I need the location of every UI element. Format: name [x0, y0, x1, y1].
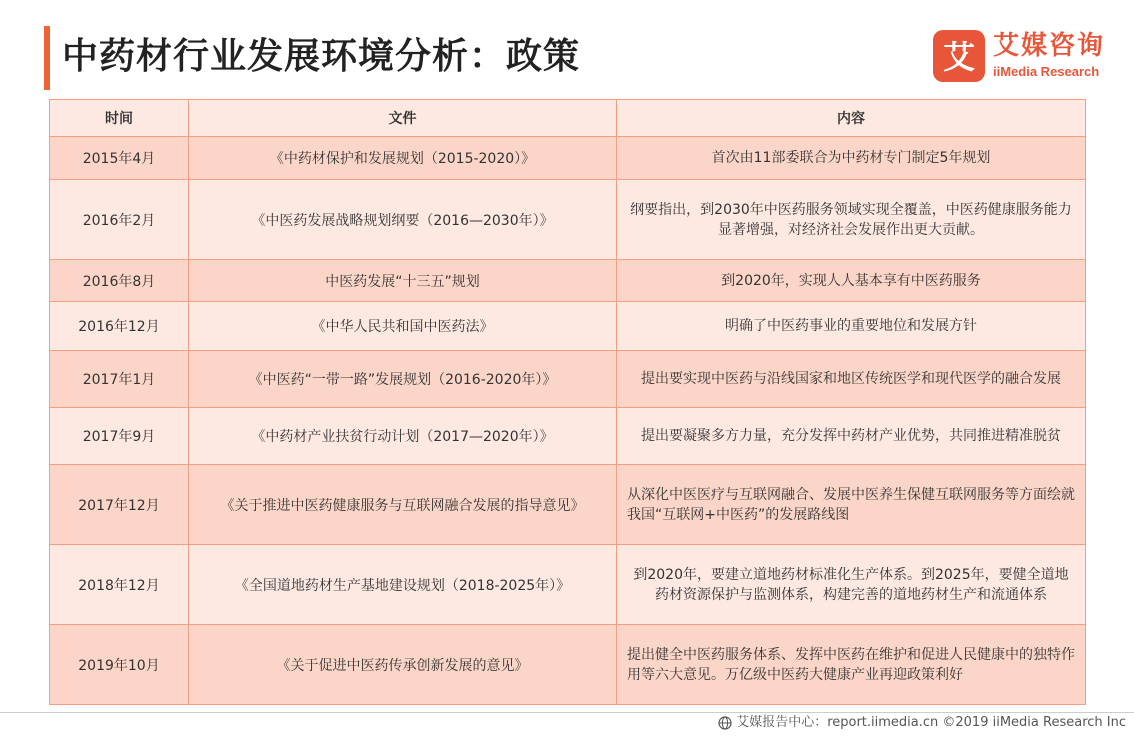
logo-mark-icon — [933, 30, 985, 82]
table-row — [50, 545, 1086, 625]
logo-chinese-name: 艾媒咨询 — [993, 31, 1106, 61]
cell-document: 《全国道地药材生产基地建设规划（2018-2025年）》 — [189, 545, 617, 625]
table-row — [50, 260, 1086, 302]
cell-time: 2017年12月 — [50, 465, 189, 545]
cell-document: 《中医药“一带一路”发展规划（2016-2020年）》 — [189, 351, 617, 408]
globe-icon — [718, 716, 732, 730]
cell-time: 2016年2月 — [50, 180, 189, 260]
footer — [718, 714, 1126, 732]
header-content: 内容 — [617, 100, 1086, 137]
brand-logo — [933, 30, 1123, 86]
cell-content: 纲要指出，到2030年中医药服务领域实现全覆盖，中医药健康服务能力显著增强，对经济社会发展作出更大贡献。 — [617, 180, 1086, 260]
cell-document: 《关于促进中医药传承创新发展的意见》 — [189, 625, 617, 705]
table-row — [50, 465, 1086, 545]
table-row — [50, 302, 1086, 351]
table-row — [50, 408, 1086, 465]
cell-content: 提出健全中医药服务体系、发挥中医药在维护和促进人民健康中的独特作用等六大意见。万亿级中医药大健康产业再迎政策利好 — [617, 625, 1086, 705]
cell-time: 2016年12月 — [50, 302, 189, 351]
logo-english-name: iiMedia Research — [993, 64, 1100, 79]
cell-content: 首次由11部委联合为中药材专门制定5年规划 — [617, 137, 1086, 180]
cell-time: 2017年1月 — [50, 351, 189, 408]
title-accent-bar — [44, 26, 50, 90]
cell-document: 《中华人民共和国中医药法》 — [189, 302, 617, 351]
cell-document: 《中医药发展战略规划纲要（2016—2030年）》 — [189, 180, 617, 260]
footer-text: 艾媒报告中心：report.iimedia.cn ©2019 iiMedia Research Inc — [736, 715, 1126, 730]
cell-content: 提出要凝聚多方力量，充分发挥中药材产业优势，共同推进精准脱贫 — [617, 408, 1086, 465]
cell-content: 提出要实现中医药与沿线国家和地区传统医学和现代医学的融合发展 — [617, 351, 1086, 408]
cell-time: 2016年8月 — [50, 260, 189, 302]
cell-document: 《中药材产业扶贫行动计划（2017—2020年）》 — [189, 408, 617, 465]
table-row — [50, 351, 1086, 408]
footer-divider — [0, 712, 1134, 713]
policy-table — [49, 99, 1086, 705]
header-time: 时间 — [50, 100, 189, 137]
cell-time: 2019年10月 — [50, 625, 189, 705]
logo-mark-glyph: 艾 — [942, 38, 976, 76]
page-title: 中药材行业发展环境分析：政策 — [62, 36, 581, 77]
header-document: 文件 — [189, 100, 617, 137]
table-row — [50, 180, 1086, 260]
cell-time: 2017年9月 — [50, 408, 189, 465]
cell-content: 到2020年，要建立道地药材标准化生产体系。到2025年，要健全道地药材资源保护与监测体系，构建完善的道地药材生产和流通体系 — [617, 545, 1086, 625]
cell-content: 到2020年，实现人人基本享有中医药服务 — [617, 260, 1086, 302]
cell-time: 2015年4月 — [50, 137, 189, 180]
cell-document: 中医药发展“十三五”规划 — [189, 260, 617, 302]
cell-content: 明确了中医药事业的重要地位和发展方针 — [617, 302, 1086, 351]
cell-document: 《关于推进中医药健康服务与互联网融合发展的指导意见》 — [189, 465, 617, 545]
cell-time: 2018年12月 — [50, 545, 189, 625]
table-header-row — [50, 100, 1086, 137]
table-row — [50, 137, 1086, 180]
cell-content: 从深化中医医疗与互联网融合、发展中医养生保健互联网服务等方面绘就我国“互联网+中医药”的发展路线图 — [617, 465, 1086, 545]
table-row — [50, 625, 1086, 705]
cell-document: 《中药材保护和发展规划（2015-2020）》 — [189, 137, 617, 180]
